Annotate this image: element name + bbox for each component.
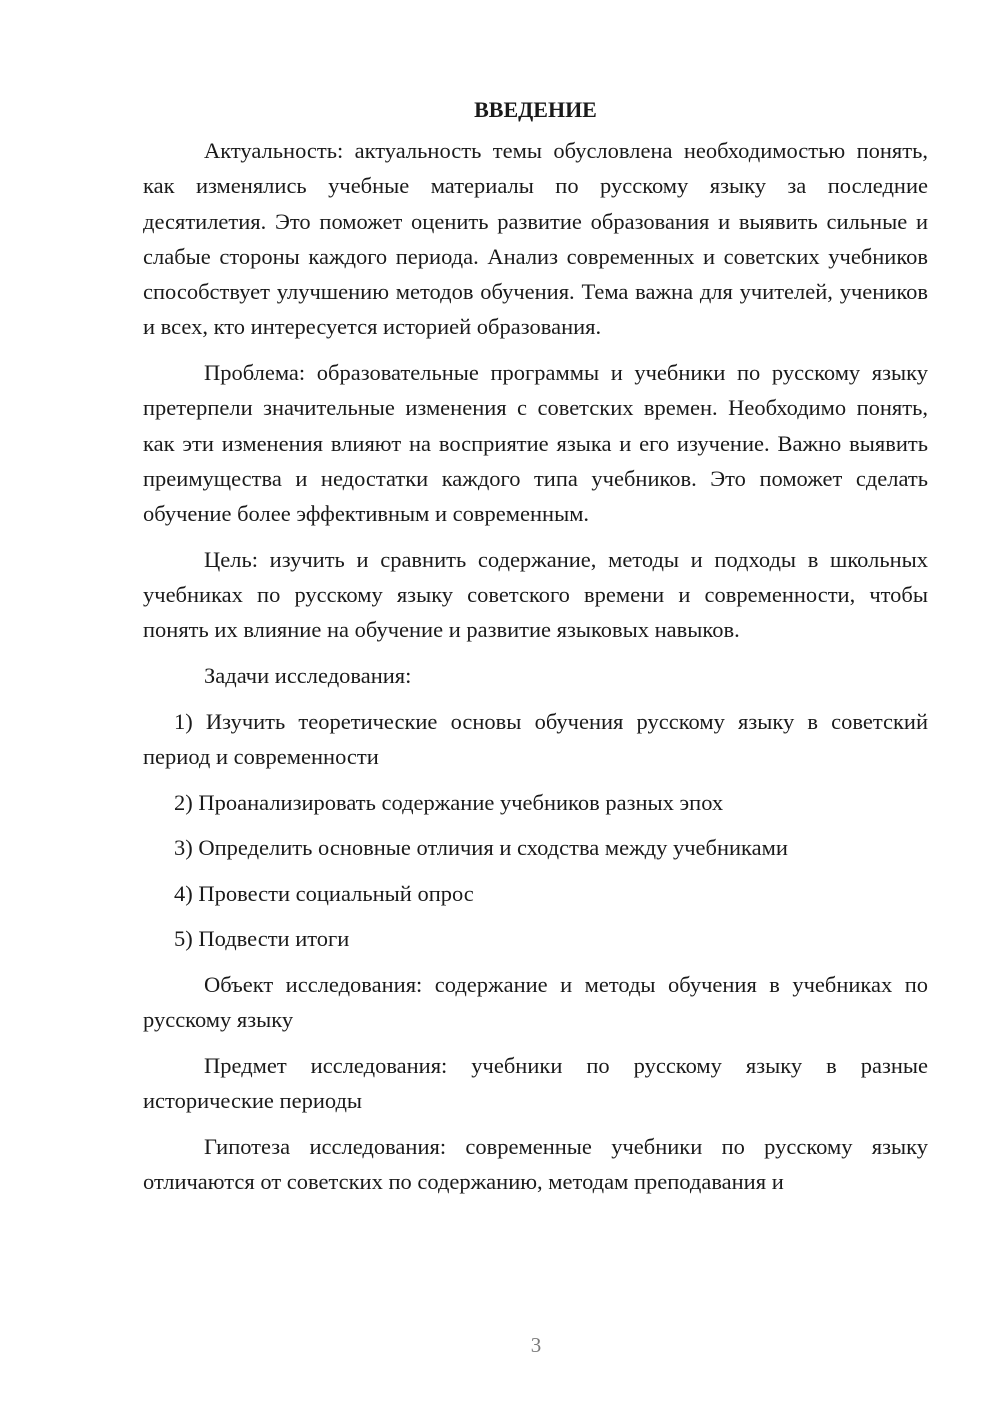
research-hypothesis-paragraph: Гипотеза исследования: современные учебники по русскому языку отличаются от советских по содержанию, методам преподавания и: [143, 1133, 928, 1194]
task-item: 5) Подвести итоги: [174, 926, 350, 952]
task-item: 3) Определить основные отличия и сходства между учебниками: [174, 835, 788, 861]
research-object-paragraph: Объект исследования: содержание и методы обучения в учебниках по русскому языку: [143, 971, 928, 1033]
section-title: ВВЕДЕНИЕ: [474, 97, 597, 122]
relevance-paragraph: Актуальность: актуальность темы обусловлена необходимостью понять, как изменялись учебные материалы по русскому языку за последние десятилетия. Это поможет оценить развитие образования и выявить сильные и слабые стороны каждого периода. Анализ современных и советских учебников способствует улучшению методов обучения. Тема важна для учителей, учеников и всех, кто интересуется историей образования.: [143, 138, 928, 340]
task-item: 2) Проанализировать содержание учебников разных эпох: [174, 789, 724, 815]
page-number: 3: [530, 1333, 542, 1357]
tasks-heading: Задачи исследования:: [204, 663, 412, 689]
task-item: 4) Провести социальный опрос: [174, 880, 474, 906]
goal-paragraph: Цель: изучить и сравнить содержание, методы и подходы в школьных учебниках по русскому языку советского времени и современности, чтобы понять их влияние на обучение и развитие языковых навыков.: [143, 546, 928, 643]
problem-paragraph: Проблема: образовательные программы и учебники по русскому языку претерпели значительные изменения с советских времен. Необходимо понять, как эти изменения влияют на восприятие языка и его изучение. Важно выявить преимущества и недостатки каждого типа учебников. Это поможет сделать обучение более эффективным и современным.: [143, 360, 928, 527]
research-subject-paragraph: Предмет исследования: учебники по русскому языку в разные исторические периоды: [143, 1052, 928, 1114]
page-content: [143, 92, 928, 1210]
task-item: 1) Изучить теоретические основы обучения русскому языку в советский период и современности: [143, 708, 928, 769]
